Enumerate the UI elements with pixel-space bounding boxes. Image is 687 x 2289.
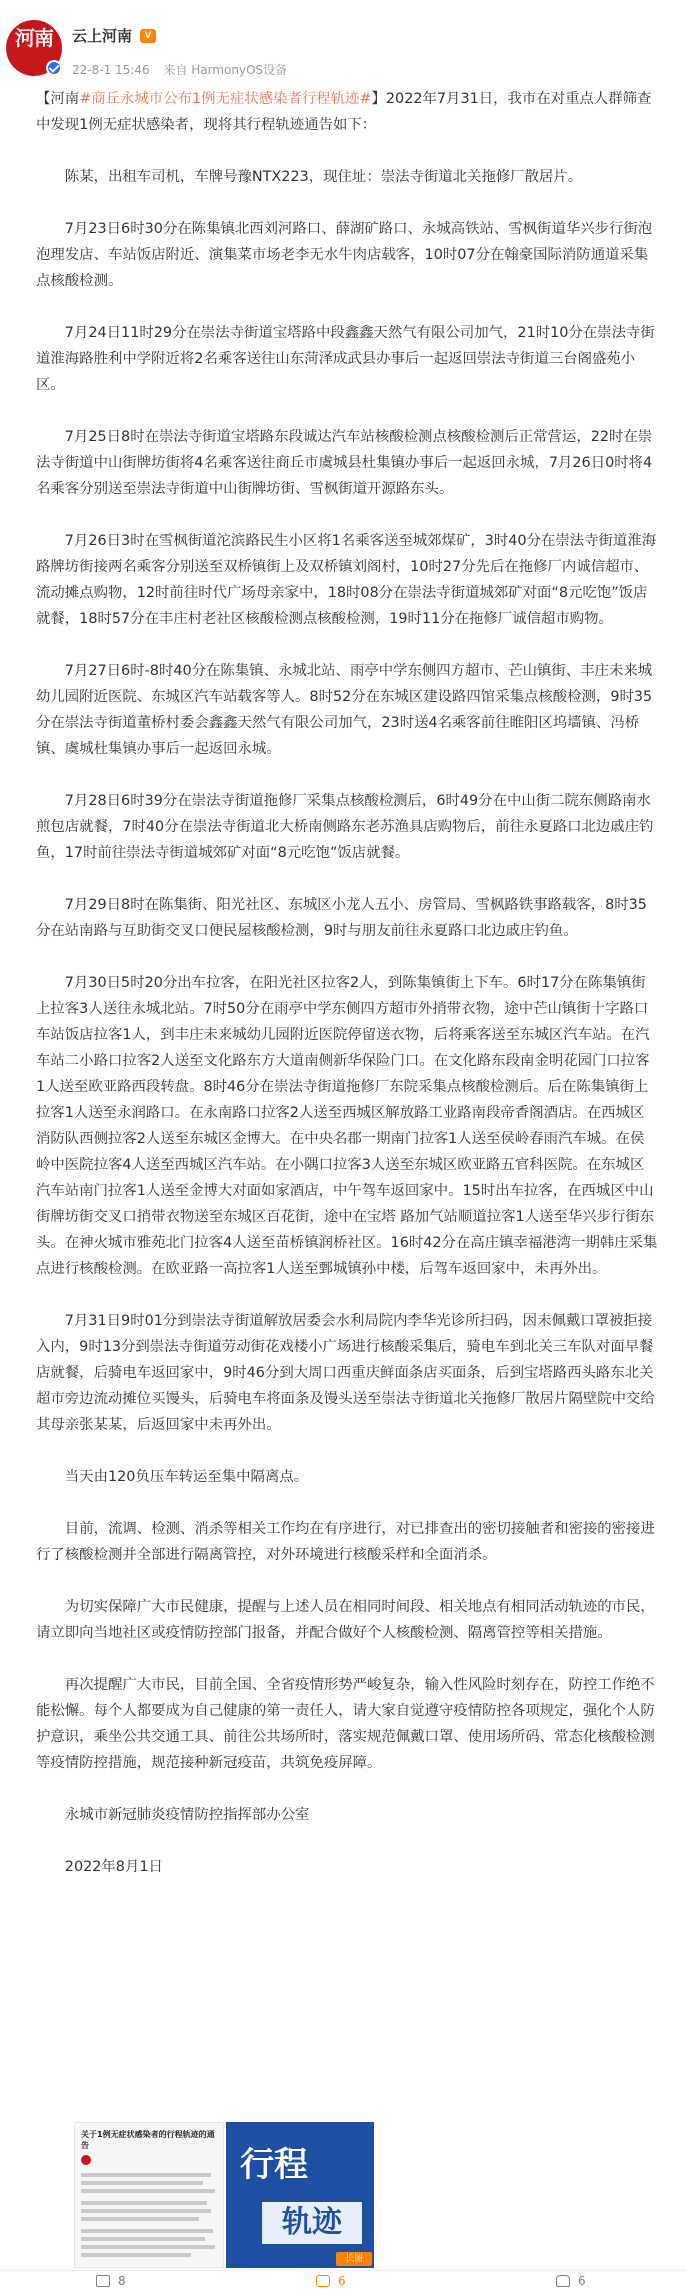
image-thumbnail-notice[interactable]	[74, 2122, 224, 2268]
text-line	[81, 2237, 205, 2241]
thumbnail-title-top: 行程	[240, 2145, 308, 2185]
text-line	[81, 2173, 211, 2177]
text-line	[81, 2229, 213, 2233]
vip-badge-icon: V	[140, 29, 156, 43]
text-line	[81, 2217, 199, 2221]
action-bar	[0, 2270, 687, 2289]
paragraph: 7月28日6时39分在崇法寺街道拖修厂采集点核酸检测后，6时49分在中山街二院东侧路南水煎包店就餐，7时40分在崇法寺街道北大桥南侧路东老苏渔具店购物后，前往永夏路口北边戚庄钓鱼，17时前往崇法寺街道城郊矿对面“8元吃饱”饭店就餐。	[36, 793, 654, 861]
share-count: 8	[118, 2274, 126, 2288]
comment-count: 6	[338, 2274, 346, 2288]
long-image-badge: 长图	[336, 2252, 372, 2266]
text-line	[81, 2253, 191, 2257]
logo-icon	[81, 2155, 91, 2165]
text-line	[81, 2245, 215, 2249]
verified-badge-icon	[46, 60, 62, 76]
share-button[interactable]	[96, 2273, 126, 2289]
image-gallery	[74, 2122, 374, 2270]
paragraph: 7月23日6时30分在陈集镇北西刘河路口、薛湖矿路口、永城高铁站、雪枫街道华兴步行街泡泡理发店、车站饭店附近、演集菜市场老李无水牛肉店载客，10时07分在翰豪国际消防通道采集点核酸检测。	[36, 221, 653, 289]
paragraph: 7月29日8时在陈集街、阳光社区、东城区小龙人五小、房管局、雪枫路铁事路载客，8时35分在站南路与互助街交叉口便民屋核酸检测，9时与朋友前往永夏路口北边戚庄钓鱼。	[36, 897, 647, 939]
paragraph: 7月31日9时01分到崇法寺街道解放居委会水利局院内李华光诊所扫码，因未佩戴口罩被拒接入内，9时13分到崇法寺街道劳动街花戏楼小广场进行核酸采集后，骑电车到北关三车队对面早餐店就餐，后骑电车返回家中，9时46分到大周口西重庆鲜面条店买面条，后到宝塔路西头路东北关超市旁边流动摊位买馒头，后骑电车将面条及馒头送至崇法寺街道北关拖修厂散居片隔壁院中交给其母亲张某某，后返回家中未再外出。	[36, 1313, 655, 1433]
like-button[interactable]	[556, 2273, 586, 2289]
post-time[interactable]: 22-8-1 15:46	[72, 63, 150, 77]
signature-office: 永城市新冠肺炎疫情防控指挥部办公室	[64, 1807, 310, 1823]
paragraph: 7月24日11时29分在崇法寺街道宝塔路中段鑫鑫天然气有限公司加气，21时10分在崇法寺街道淮海路胜利中学附近将2名乘客送往山东菏泽成武县办事后一起返回崇法寺街道三台阁盛苑小区。	[36, 325, 655, 393]
post-lead	[36, 86, 658, 138]
image-thumbnail-itinerary[interactable]	[226, 2122, 374, 2268]
comment-icon	[316, 2275, 330, 2287]
post-source: 来自 HarmonyOS设备	[163, 63, 288, 77]
thumbnail-title-bottom: 轨迹	[262, 2202, 362, 2244]
paragraph: 7月30日5时20分出车拉客，在阳光社区拉客2人，到陈集镇街上下车。6时17分在陈集镇街上拉客3人送往永城北站。7时50分在雨亭中学东侧四方超市外捎带衣物，途中芒山镇街十字路口车站饭店拉客1人，到丰庄未来城幼儿园附近医院停留送衣物，后将乘客送至东城区汽车站。在汽车站二小路口拉客2人送至文化路东方大道南侧新华保险门口。在文化路东段南金明花园门口拉客1人送至欧亚路西段转盘。8时46分在崇法寺街道拖修厂东院采集点核酸检测后。后在陈集镇街上拉客1人送至永润路口。在永南路口拉客2人送至西城区解放路工业路南段帝香阁酒店。在西城区消防队西侧拉客2人送至东城区金博大。在中央名郡一期南门拉客1人送至侯岭春雨汽车城。在侯岭中医院拉客4人送至西城区汽车站。在小隅口拉客3人送至东城区欧亚路五官科医院。在东城区汽车站南门拉客1人送至金博大对面如家酒店，中午驾车返回家中。15时出车拉客，在西城区中山街牌坊街交叉口捎带衣物送至东城区百花街，途中在宝塔 路加气站顺道拉客1人送至华兴步行街东头。在神火城市雅苑北门拉客4人送至苗桥镇润桥社区。16时42分在高庄镇幸福港湾一期韩庄采集点进行核酸检测。在欧亚路一高拉客1人送至鄄城镇孙中楼，后驾车返回家中，未再外出。	[36, 975, 658, 1277]
paragraph: 为切实保障广大市民健康，提醒与上述人员在相同时间段、相关地点有相同活动轨迹的市民，请立即向当地社区或疫情防控部门报备，并配合做好个人核酸检测、隔离管控等相关措施。	[36, 1599, 655, 1641]
post-body	[36, 86, 658, 1880]
lead-suffix: 】2022年7月31日，我市在对重点人群筛查中发现1例无症状感染者，现将其行程轨迹通告如下：	[36, 91, 652, 133]
paragraph: 7月25日8时在崇法寺街道宝塔路东段诚达汽车站核酸检测点核酸检测后正常营运，22时在崇法寺街道中山街牌坊街将4名乘客送往商丘市虞城县杜集镇办事后一起返回永城，7月26日0时将4名乘客分别送至崇法寺街道中山街牌坊街、雪枫街道开源路东头。	[36, 429, 653, 497]
topic-link[interactable]: #商丘永城市公布1例无症状感染者行程轨迹#	[79, 91, 372, 107]
paragraph: 7月26日3时在雪枫街道沱滨路民生小区将1名乘客送至城郊煤矿，3时40分在崇法寺街道淮海路牌坊街接两名乘客分别送至双桥镇街上及双桥镇刘阁村，10时27分先后在拖修厂内诚信超市、流动摊点购物，12时前往时代广场母亲家中，18时08分在崇法寺街道城郊矿对面“8元吃饱”饭店就餐，18时57分在丰庄村老社区核酸检测点核酸检测，19时11分在拖修厂诚信超市购物。	[36, 533, 657, 627]
text-line	[81, 2181, 203, 2185]
user-name-link[interactable]: 云上河南	[72, 27, 133, 45]
paragraph: 7月27日6时-8时40分在陈集镇、永城北站、雨亭中学东侧四方超市、芒山镇街、丰庄未来城幼儿园附近医院、东城区汽车站载客等人。8时52分在东城区建设路四馆采集点核酸检测，9时35分在崇法寺街道董桥村委会鑫鑫天然气有限公司加气，23时送4名乘客前往睢阳区坞墙镇、冯桥镇、虞城杜集镇办事后一起返回永城。	[36, 663, 653, 757]
thumbs-up-icon	[556, 2275, 570, 2287]
avatar-logo-text: 河南	[15, 26, 53, 50]
thumbnail-title: 关于1例无症状感染者的行程轨迹的通告	[81, 2130, 215, 2150]
paragraph: 目前，流调、检测、消杀等相关工作均在有序进行，对已排查出的密切接触者和密接的密接进行了核酸检测并全部进行隔离管控，对外环境进行核酸采样和全面消杀。	[36, 1521, 655, 1563]
signature-date: 2022年8月1日	[64, 1859, 163, 1875]
paragraph: 当天由120负压车转运至集中隔离点。	[64, 1469, 309, 1485]
lead-prefix: 【河南	[36, 91, 80, 107]
post-header	[0, 0, 687, 84]
text-line	[81, 2209, 211, 2213]
paragraph: 再次提醒广大市民，目前全国、全省疫情形势严峻复杂，输入性风险时刻存在，防控工作绝不能松懈。每个人都要成为自己健康的第一责任人，请大家自觉遵守疫情防控各项规定，强化个人防护意识，乘坐公共交通工具、前往公共场所时，落实规范佩戴口罩、使用场所码、常态化核酸检测等疫情防控措施，规范接种新冠疫苗，共筑免疫屏障。	[36, 1677, 655, 1771]
text-line	[81, 2189, 215, 2193]
paragraph: 陈某，出租车司机，车牌号豫NTX223，现住址：崇法寺街道北关拖修厂散居片。	[64, 169, 583, 185]
post-meta	[72, 62, 297, 78]
text-line	[81, 2201, 207, 2205]
comment-button[interactable]	[316, 2273, 346, 2289]
share-icon	[96, 2275, 110, 2287]
like-count: 6	[578, 2274, 586, 2288]
